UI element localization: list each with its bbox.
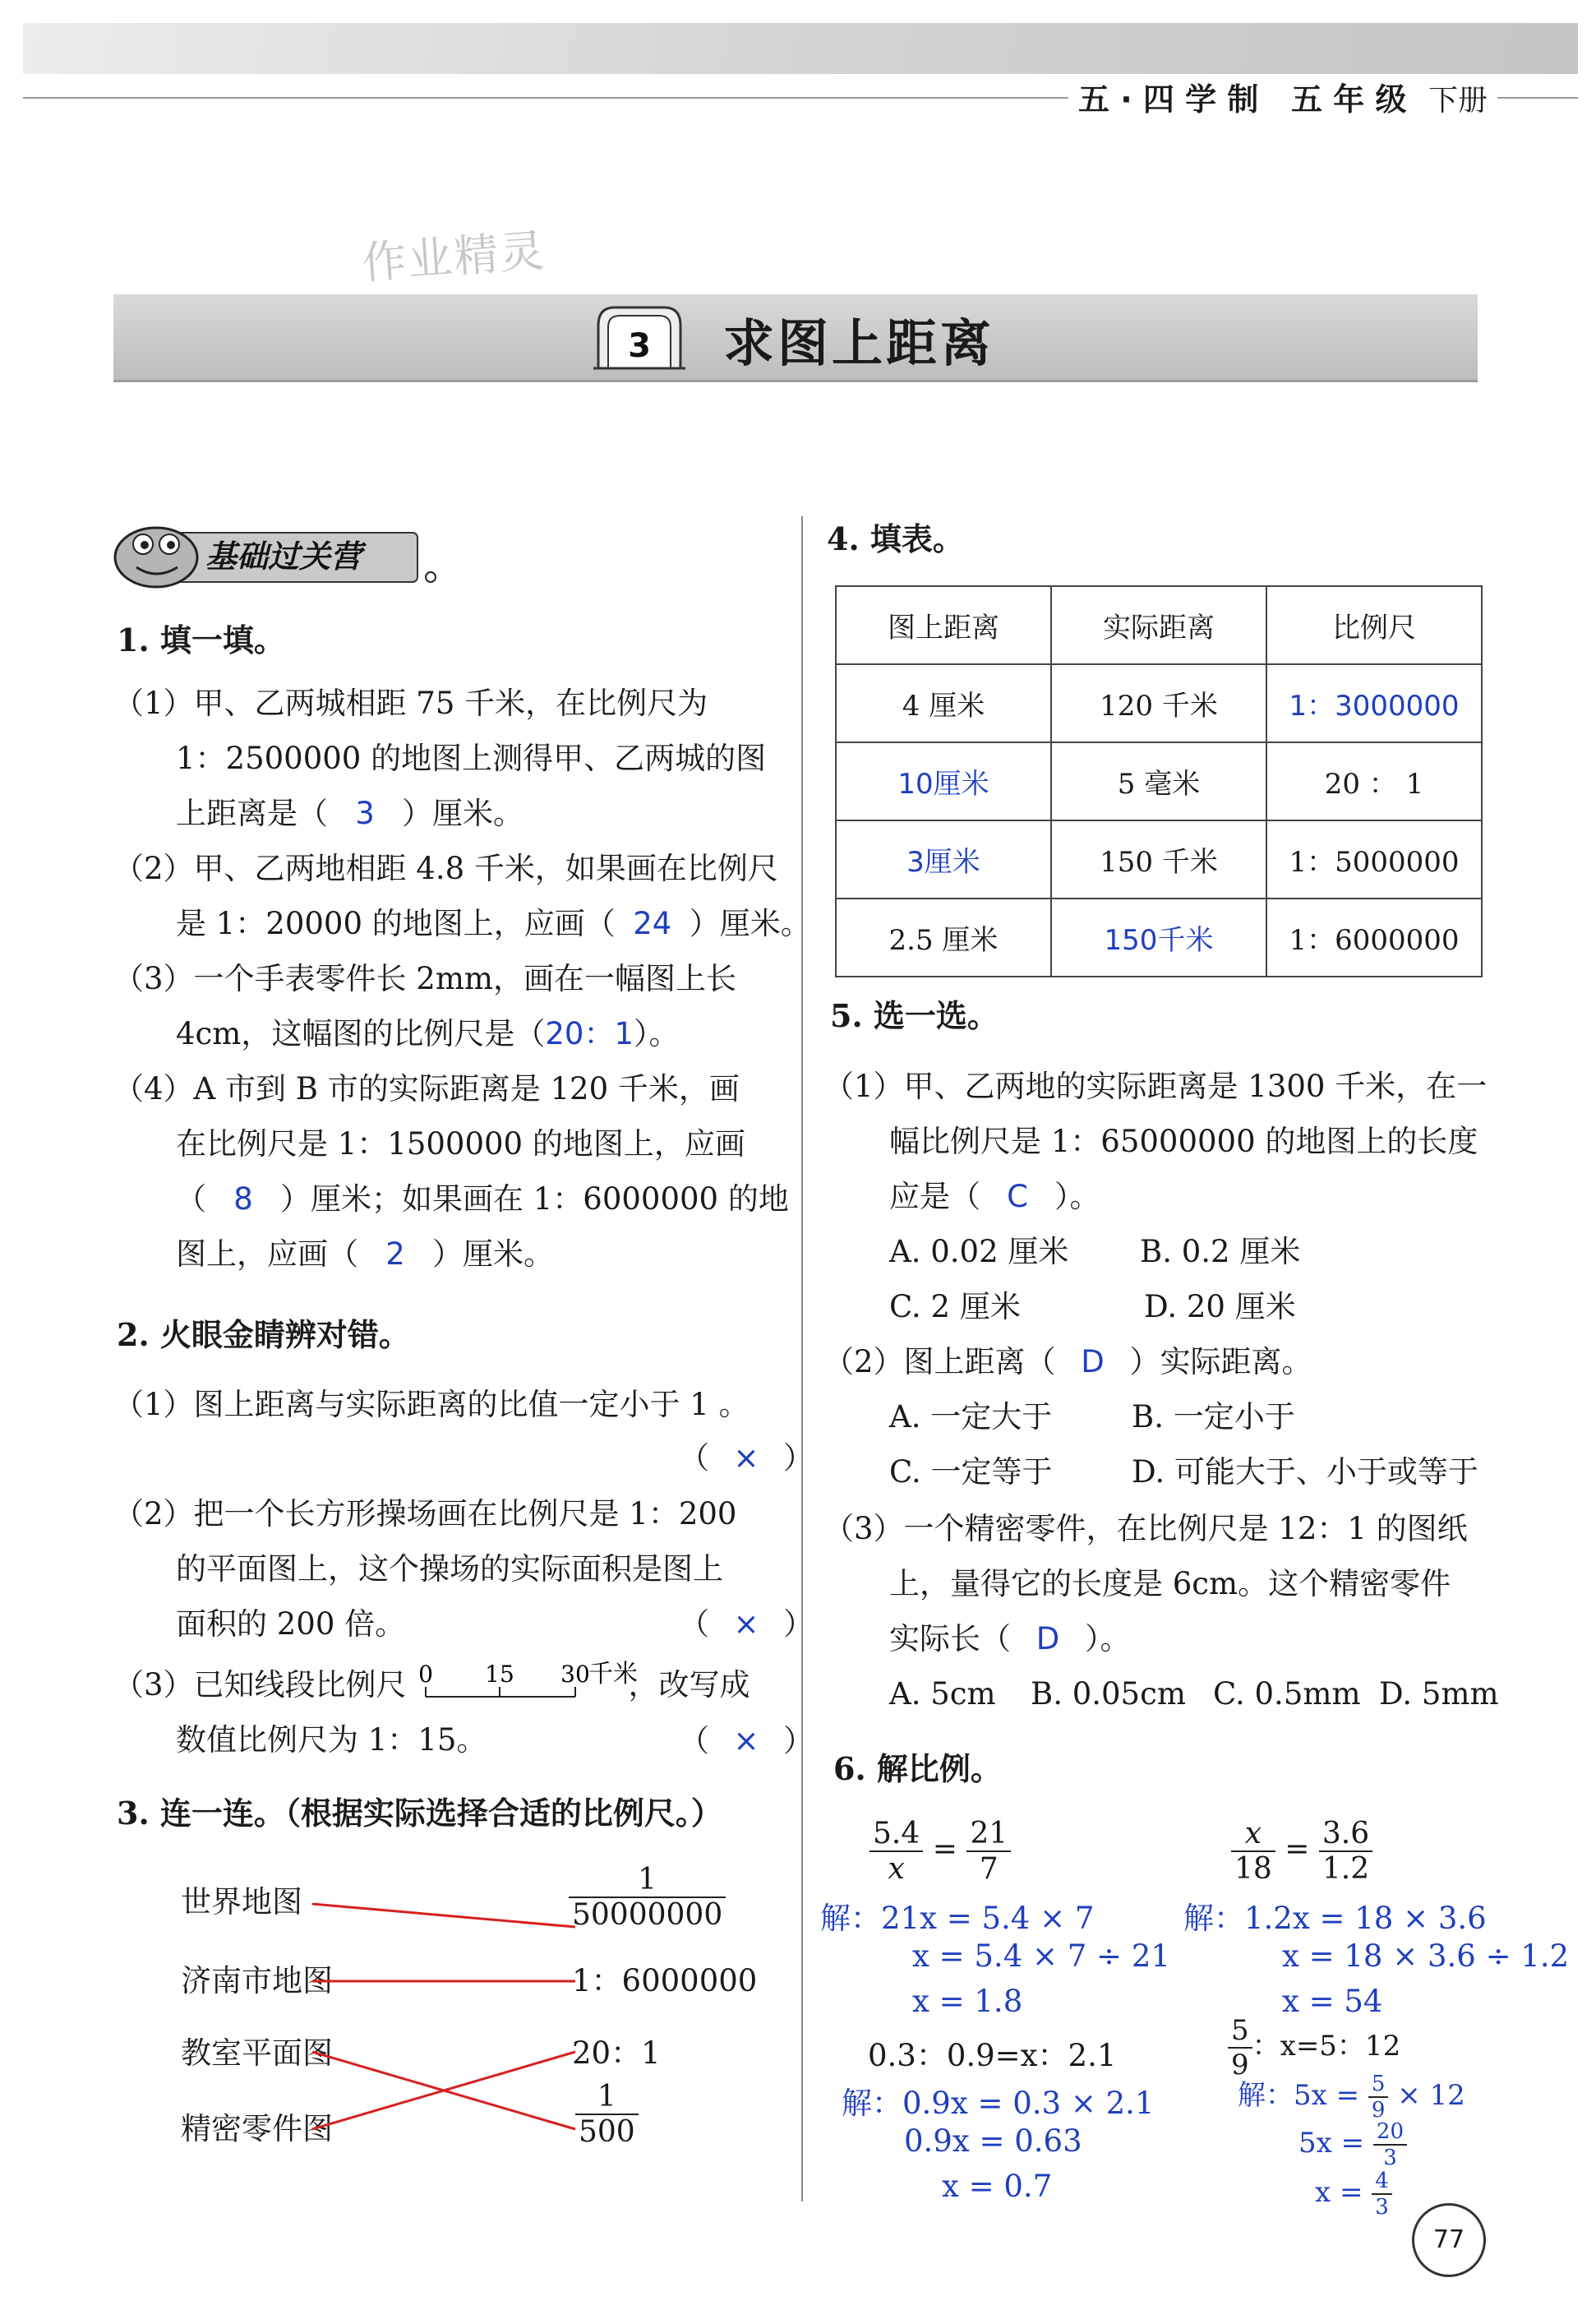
q5-1-answer: C xyxy=(1007,1179,1028,1214)
option-c: C. 2 厘米 xyxy=(889,1289,1021,1324)
header-band xyxy=(23,23,1578,74)
q1-1-line-1: （1）甲、乙两城相距 75 千米，在比例尺为 xyxy=(113,686,708,721)
school-system: 五 · 四 学 制 xyxy=(1077,81,1259,118)
page-number: 77 xyxy=(1412,2203,1486,2277)
q5-3-line-2: 上，量得它的长度是 6cm。这个精密零件 xyxy=(889,1566,1451,1601)
q2-2-answer-box: （ × ） xyxy=(679,1596,814,1652)
header-actual-distance: 实际距离 xyxy=(1051,586,1266,664)
q3-left-2: 济南市地图 xyxy=(181,1963,333,1998)
q6-p2-step-1: 解：1.2x = 18 × 3.6 xyxy=(1183,1901,1487,1936)
q3-left-4: 精密零件图 xyxy=(181,2111,333,2146)
q6-p1-step-3: x = 1.8 xyxy=(912,1984,1023,2019)
q5-item-3 xyxy=(823,1501,1499,1721)
table-header-row xyxy=(836,586,1482,664)
q1-3-line-2: 4cm，这幅图的比例尺是（20：1）。 xyxy=(113,1006,736,1061)
table-row xyxy=(836,742,1482,820)
lesson-title: 求图上距离 xyxy=(723,313,995,373)
q5-2-line-1: （2）图上距离（ D ）实际距离。 xyxy=(823,1334,1478,1389)
q2-3-line-2: 数值比例尺为 1：15。 xyxy=(176,1722,487,1758)
table-row xyxy=(836,664,1482,742)
q5-2-options-row-1 xyxy=(823,1389,1478,1444)
cell: 20 ： 1 xyxy=(1266,742,1482,820)
option-d: D. 5mm xyxy=(1379,1676,1499,1712)
q1-2-answer: 24 xyxy=(633,906,672,941)
q6-p3-equation: 0.3：0.9=x：2.1 xyxy=(868,2038,1117,2073)
q4-title: 4. 填表。 xyxy=(827,520,964,557)
cell: 150 千米 xyxy=(1051,820,1266,899)
lesson-number: 3 xyxy=(628,327,651,365)
q5-1-line-3: 应是（ C ）。 xyxy=(823,1169,1487,1224)
frog-mascot-icon xyxy=(115,528,197,587)
q6-p1-equation: $\frac{5.4}{x}$ = $\frac{21}{7}$ xyxy=(869,1817,1011,1886)
q1-3-line-1: （3）一个手表零件长 2mm，画在一幅图上长 xyxy=(113,961,737,996)
table-row xyxy=(836,899,1482,977)
q5-2-answer: D xyxy=(1081,1344,1105,1379)
q5-3-line-1: （3）一个精密零件，在比例尺是 12：1 的图纸 xyxy=(823,1511,1468,1546)
q2-3-answer-box: （ × ） xyxy=(679,1713,814,1768)
option-a: A. 0.02 厘米 xyxy=(889,1234,1069,1269)
header-scale: 比例尺 xyxy=(1266,586,1482,664)
q6-p2-step-2: x = 18 × 3.6 ÷ 1.2 xyxy=(1282,1938,1570,1974)
lesson-number-badge-icon xyxy=(590,303,689,373)
q1-title: 1. 填一填。 xyxy=(117,621,285,658)
cell: 1：5000000 xyxy=(1266,820,1482,899)
option-a: A. 一定大于 xyxy=(889,1399,1053,1435)
q4-table xyxy=(835,585,1483,977)
volume-label: 下册 xyxy=(1428,84,1488,118)
q1-4-line-4: 图上，应画（ 2 ）厘米。 xyxy=(113,1227,789,1282)
option-b: B. 0.2 厘米 xyxy=(1140,1234,1301,1269)
q5-item-2 xyxy=(823,1334,1478,1499)
q5-2-options-row-2 xyxy=(823,1444,1478,1499)
q5-1-line-2: 幅比例尺是 1：65000000 的地图上的长度 xyxy=(889,1124,1478,1159)
q1-4-line-2: 在比例尺是 1：1500000 的地图上，应画 xyxy=(176,1126,745,1162)
q6-p1-step-2: x = 5.4 × 7 ÷ 21 xyxy=(912,1938,1170,1974)
q5-1-options-row-1 xyxy=(823,1224,1487,1279)
option-d: D. 可能大于、小于或等于 xyxy=(1132,1454,1478,1490)
q2-2-line-3: 面积的 200 倍。 xyxy=(176,1606,406,1642)
q3-match-lines xyxy=(304,1891,584,2154)
q3-title: 3. 连一连。（根据实际选择合适的比例尺。） xyxy=(117,1795,722,1832)
q3-right-3: 20：1 xyxy=(572,2035,661,2071)
cell: 4 厘米 xyxy=(836,664,1051,742)
q1-item-3 xyxy=(113,951,736,1061)
q5-1-options-row-2 xyxy=(823,1279,1487,1334)
column-divider xyxy=(801,516,803,2201)
q3-right-1: $\frac{1}{50000000}$ xyxy=(569,1863,726,1932)
q3-right-4: $\frac{1}{500}$ xyxy=(575,2080,639,2149)
q6-p1-step-1: 解：21x = 5.4 × 7 xyxy=(820,1901,1095,1936)
cell-answer: 150千米 xyxy=(1051,899,1266,977)
q1-4-line-3: （ 8 ）厘米；如果画在 1：6000000 的地 xyxy=(113,1171,789,1227)
q2-item-2 xyxy=(113,1486,736,1652)
watermark: 作业精灵 xyxy=(360,224,548,289)
q6-p4-step-2: 5x = $\frac{20}{3}$ xyxy=(1298,2119,1407,2170)
q1-4-answer-2: 2 xyxy=(385,1236,405,1272)
header-map-distance: 图上距离 xyxy=(836,586,1051,664)
q6-p4-step-1: 解：5x = $\frac{5}{9}$ × 12 xyxy=(1238,2072,1465,2123)
q1-4-answer-1: 8 xyxy=(233,1181,253,1217)
q5-3-options xyxy=(823,1666,1499,1721)
q3-right-2: 1：6000000 xyxy=(572,1963,758,1998)
q2-2-answer: × xyxy=(733,1606,759,1642)
q5-title: 5. 选一选。 xyxy=(830,997,999,1034)
q6-p4-equation: $\frac{5}{9}$ ：x=5：12 xyxy=(1228,2014,1400,2081)
q1-item-4 xyxy=(113,1061,789,1282)
q6-p3-step-2: 0.9x = 0.63 xyxy=(904,2123,1082,2159)
grade-label: 五 年 级 xyxy=(1291,81,1407,118)
q2-item-1: （1）图上距离与实际距离的比值一定小于 1 。 xyxy=(113,1387,750,1422)
scale-tick-30: 30 xyxy=(560,1661,590,1688)
option-b: B. 0.05cm xyxy=(1031,1676,1186,1712)
q5-item-1 xyxy=(823,1059,1487,1334)
q1-1-answer: 3 xyxy=(355,796,375,831)
table-row xyxy=(836,820,1482,899)
q6-title: 6. 解比例。 xyxy=(833,1750,1002,1787)
q1-4-line-1: （4）A 市到 B 市的实际距离是 120 千米，画 xyxy=(113,1071,740,1106)
cell: 2.5 厘米 xyxy=(836,899,1051,977)
q2-3-line-1: （3）已知线段比例尺 ，改写成 xyxy=(113,1667,750,1702)
q5-3-line-3: 实际长（ D ）。 xyxy=(823,1611,1499,1666)
q2-1-answer-box: （ × ） xyxy=(679,1430,814,1485)
cell-answer: 3厘米 xyxy=(836,820,1051,899)
option-b: B. 一定小于 xyxy=(1132,1399,1295,1435)
scale-unit: 千米 xyxy=(588,1660,638,1689)
cell: 5 毫米 xyxy=(1051,742,1266,820)
q6-p2-equation: $\frac{x}{18}$ = $\frac{3.6}{1.2}$ xyxy=(1231,1817,1372,1886)
option-c: C. 0.5mm xyxy=(1213,1676,1361,1712)
q1-item-2 xyxy=(113,841,811,951)
q1-1-line-3: 上距离是（ 3 ）厘米。 xyxy=(113,786,766,841)
cell: 1：6000000 xyxy=(1266,899,1482,977)
q3-left-1: 世界地图 xyxy=(181,1884,302,1920)
q2-2-line-1: （2）把一个长方形操场画在比例尺是 1：200 xyxy=(113,1496,737,1532)
section-badge-label: 基础过关营 xyxy=(205,538,362,575)
q2-2-line-2: 的平面图上，这个操场的实际面积是图上 xyxy=(176,1551,723,1587)
q2-3-answer: × xyxy=(733,1723,759,1758)
q1-2-line-2: 是 1：20000 的地图上，应画（ 24 ）厘米。 xyxy=(113,896,811,951)
scale-tick-0: 0 xyxy=(418,1661,433,1688)
q1-item-1 xyxy=(113,676,766,841)
q1-3-answer: 20：1 xyxy=(545,1016,634,1051)
q1-2-line-1: （2）甲、乙两地相距 4.8 千米，如果画在比例尺 xyxy=(113,851,778,886)
line-scale-bar xyxy=(417,1657,656,1707)
cell-answer: 10厘米 xyxy=(836,742,1051,820)
option-d: D. 20 厘米 xyxy=(1144,1289,1296,1324)
q1-1-line-2: 1：2500000 的地图上测得甲、乙两城的图 xyxy=(176,741,767,776)
q5-1-line-1: （1）甲、乙两地的实际距离是 1300 千米，在一 xyxy=(823,1069,1488,1104)
q2-1-answer: × xyxy=(733,1440,759,1476)
q6-p2-step-3: x = 54 xyxy=(1282,1984,1383,2019)
cell: 120 千米 xyxy=(1051,664,1266,742)
cell-answer: 1：3000000 xyxy=(1266,664,1482,742)
q6-p4-step-3: x = $\frac{4}{3}$ xyxy=(1315,2169,1392,2220)
q2-title: 2. 火眼金睛辨对错。 xyxy=(117,1316,410,1353)
q6-p3-step-3: x = 0.7 xyxy=(942,2169,1053,2204)
q5-3-answer: D xyxy=(1036,1621,1060,1656)
section-badge xyxy=(113,520,442,592)
option-a: A. 5cm xyxy=(889,1676,996,1712)
q6-p3-step-1: 解：0.9x = 0.3 × 2.1 xyxy=(842,2086,1155,2121)
scale-tick-15: 15 xyxy=(485,1661,514,1688)
option-c: C. 一定等于 xyxy=(889,1454,1053,1490)
header-label xyxy=(1068,74,1497,119)
q3-left-3: 教室平面图 xyxy=(181,2035,333,2071)
